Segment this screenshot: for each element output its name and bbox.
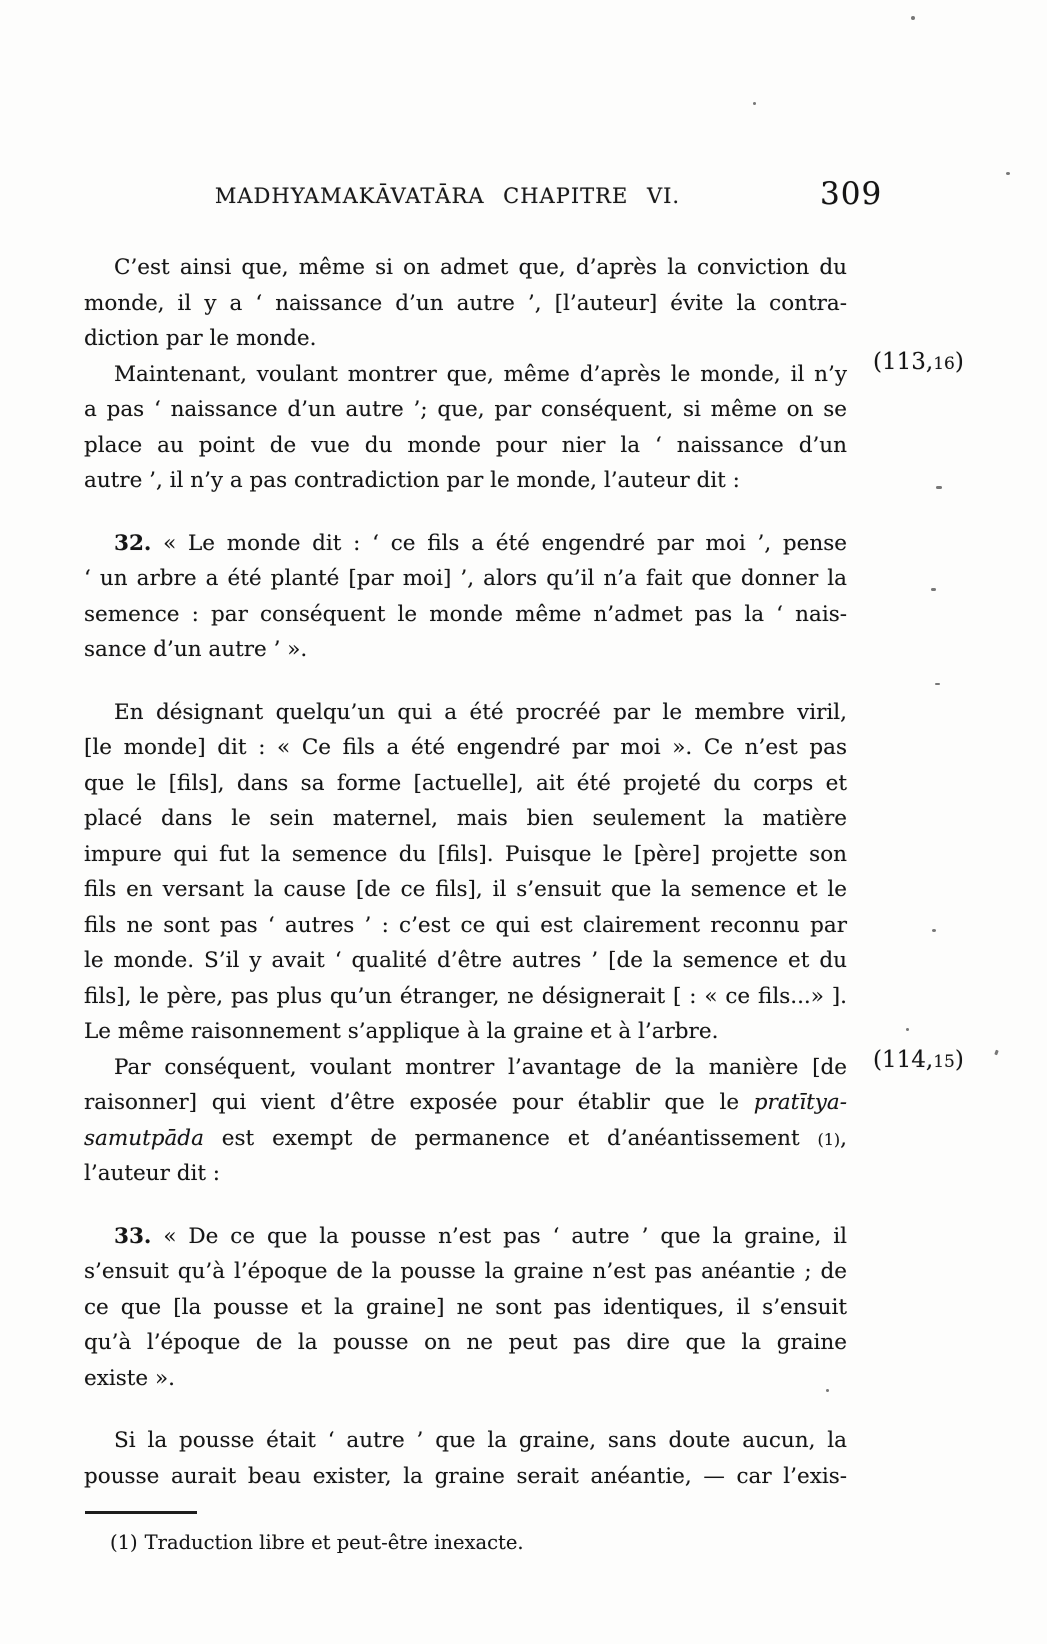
text-line: [84, 1014, 847, 1050]
text-segment: s’ensuit qu’à l’époque de la pousse la graine n’est pas anéantie ; de: [84, 1259, 847, 1284]
text-segment: autre ’, il n’y a pas contradiction par le monde, l’auteur dit :: [84, 468, 740, 493]
footnote-marker: (1): [110, 1531, 138, 1554]
text-line: [84, 1459, 847, 1495]
text-segment: « Le monde dit : ‘ ce fils a été engendré par moi ’, pense: [151, 530, 847, 556]
scan-speck: [935, 683, 940, 685]
text-segment: existe ».: [84, 1365, 175, 1391]
text-segment: « De ce que la pousse n’est pas ‘ autre ’ que la graine, il: [151, 1223, 847, 1249]
text-segment: ce que [la pousse et la graine] ne sont pas identiques, il s’ensuit: [84, 1294, 847, 1320]
margin-note-close: ): [954, 1047, 964, 1073]
text-line: [84, 428, 847, 464]
footnote-text: Traduction libre et peut-être inexacte.: [144, 1531, 524, 1554]
text-line: [84, 943, 847, 979]
text-segment: que le [fils], dans sa forme [actuelle], ait été projeté du corps et: [84, 770, 847, 796]
text-segment: [le monde] dit : « Ce fils a été engendré par moi ». Ce n’est pas: [84, 735, 847, 760]
text-segment: Maintenant, voulant montrer que, même d’après le monde, il n’y: [114, 361, 847, 387]
text-line: [84, 1290, 847, 1326]
margin-note-close: ): [954, 349, 964, 375]
text-line: [84, 1121, 847, 1157]
text-line: [84, 908, 847, 944]
verse-number: 32.: [114, 530, 152, 556]
scan-speck: [906, 1028, 909, 1031]
text-line: [84, 1423, 847, 1459]
text-segment: est exempt de permanence et d’anéantissement: [203, 1125, 818, 1151]
text-segment: Par conséquent, voulant montrer l’avantage de la manière [de: [114, 1054, 847, 1080]
margin-note-sub: 15: [933, 1052, 955, 1072]
text-line: [84, 1254, 847, 1290]
paragraph-maintenant: [84, 357, 847, 499]
italic-term: pratītya-: [753, 1090, 847, 1115]
scan-speck: [1006, 172, 1010, 175]
scan-speck: [931, 588, 936, 591]
paragraph-par-consequent: [84, 1050, 847, 1192]
text-segment: a pas ‘ naissance d’un autre ’; que, par conséquent, si même on se: [84, 397, 847, 422]
margin-note-main: (114,: [873, 1047, 934, 1073]
margin-note-sub: 16: [933, 354, 955, 374]
paragraph-si-la-pousse: [84, 1423, 847, 1494]
footnote-rule: [85, 1511, 197, 1514]
text-line: [84, 979, 847, 1015]
text-segment: semence : par conséquent le monde même n’admet pas la ‘ nais-: [84, 601, 847, 627]
verse-33: [84, 1219, 847, 1397]
running-title: MADHYAMAKĀVATĀRA CHAPITRE VI.: [214, 184, 681, 208]
text-line: [84, 286, 847, 322]
text-segment: placé dans le sein maternel, mais bien seulement la matière: [84, 806, 847, 831]
text-line: [84, 766, 847, 802]
text-line: [84, 1156, 847, 1192]
text-line: [84, 632, 847, 668]
text-segment: qu’à l’époque de la pousse on ne peut pas dire que la graine: [84, 1330, 847, 1355]
text-segment: raisonner] qui vient d’être exposée pour établir que le: [84, 1090, 754, 1115]
scan-speck: [753, 102, 756, 105]
text-segment: le monde. S’il y avait ‘ qualité d’être autres ’ [de la semence et du: [84, 948, 847, 973]
text-line: [84, 1219, 847, 1255]
text-segment: ,: [840, 1125, 847, 1151]
scan-speck: [826, 1389, 829, 1392]
scan-speck: [936, 486, 942, 489]
paragraph-commentaire-32: [84, 695, 847, 1050]
margin-note-114-15: [873, 1047, 964, 1073]
text-segment: Le même raisonnement s’applique à la graine et à l’arbre.: [84, 1019, 719, 1044]
footnote-ref: (1): [817, 1129, 841, 1149]
paragraph-intro: [84, 250, 847, 357]
text-line: [84, 357, 847, 393]
verse-32: [84, 526, 847, 668]
text-segment: fils], le père, pas plus qu’un étranger, ne désignerait [ : « ce fils...» ].: [84, 983, 847, 1009]
text-line: [84, 1325, 847, 1361]
text-segment: monde, il y a ‘ naissance d’un autre ’, [l’auteur] évite la contra-: [84, 290, 847, 316]
text-segment: pousse aurait beau exister, la graine serait anéantie, — car l’exis-: [84, 1463, 847, 1489]
text-column: [84, 250, 847, 1494]
text-line: [84, 1050, 847, 1086]
text-segment: fils en versant la cause [de ce fils], il s’ensuit que la semence et le: [84, 877, 847, 902]
text-segment: impure qui fut la semence du [fils]. Puisque le [père] projette son: [84, 841, 847, 867]
text-segment: ‘ un arbre a été planté [par moi] ’, alors qu’il n’a fait que donner la: [84, 566, 847, 591]
text-line: [84, 392, 847, 428]
text-segment: Si la pousse était ‘ autre ’ que la graine, sans doute aucun, la: [114, 1428, 847, 1453]
text-line: [84, 597, 847, 633]
margin-note-113-16: [873, 349, 964, 375]
text-segment: diction par le monde.: [84, 326, 317, 351]
text-segment: l’auteur dit :: [84, 1161, 221, 1186]
text-line: [84, 321, 847, 357]
text-segment: sance d’un autre ’ ».: [84, 637, 308, 662]
text-segment: fils ne sont pas ‘ autres ’ : c’est ce qui est clairement reconnu par: [84, 912, 847, 938]
text-line: [84, 695, 847, 731]
page-number: 309: [820, 176, 883, 212]
text-segment: C’est ainsi que, même si on admet que, d’après la conviction du: [114, 255, 847, 280]
text-line: [84, 526, 847, 562]
text-segment: place au point de vue du monde pour nier la ‘ naissance d’un: [84, 432, 847, 458]
scan-speck: [994, 1050, 999, 1056]
text-line: [84, 730, 847, 766]
page-header: [83, 176, 883, 220]
text-segment: En désignant quelqu’un qui a été procréé par le membre viril,: [114, 699, 847, 725]
scan-speck: [911, 16, 915, 20]
text-line: [84, 1085, 847, 1121]
verse-number: 33.: [114, 1223, 152, 1249]
text-line: [84, 250, 847, 286]
text-line: [84, 561, 847, 597]
margin-note-main: (113,: [873, 349, 934, 375]
scan-speck: [932, 929, 936, 932]
text-line: [84, 463, 847, 499]
footnote: [84, 1527, 847, 1559]
text-line: [84, 801, 847, 837]
text-line: [84, 837, 847, 873]
text-line: [84, 872, 847, 908]
italic-term: samutpāda: [84, 1125, 204, 1151]
text-line: [84, 1361, 847, 1397]
